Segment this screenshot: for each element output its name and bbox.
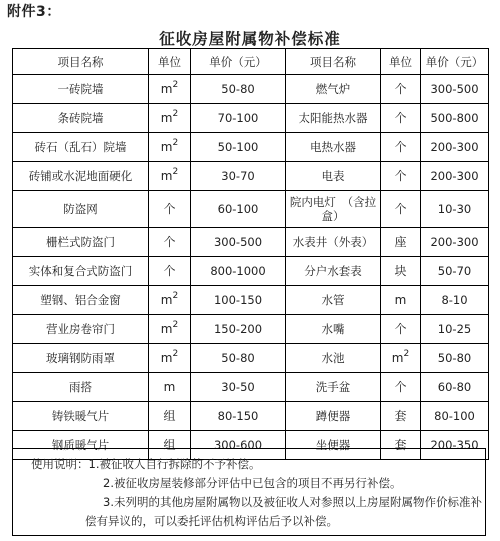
- item-name-right: 坐便器: [286, 431, 381, 460]
- item-name: 砖铺或水泥地面硬化: [13, 162, 149, 191]
- table-row: [13, 191, 489, 228]
- item-unit: [149, 286, 191, 315]
- item-price: 100-150: [191, 286, 286, 315]
- item-name-right: 院内电灯 （含拉盒）: [286, 191, 381, 228]
- item-name: 栅栏式防盗门: [13, 228, 149, 257]
- item-price: 50-80: [191, 75, 286, 104]
- unit-text: 组: [163, 409, 176, 423]
- unit-superscript: 2: [172, 138, 179, 148]
- table-row: [13, 162, 489, 191]
- note-line: 偿有异议的，可以委托评估机构评估后予以补偿。: [85, 514, 338, 528]
- item-unit-right: [381, 286, 421, 315]
- item-name-right: 水表井（外表）: [286, 228, 381, 257]
- item-unit: [149, 373, 191, 402]
- compensation-table: [12, 48, 489, 460]
- header-unit-right: 单位: [381, 49, 421, 75]
- item-price-right: 200-300: [421, 162, 489, 191]
- item-unit-right: [381, 228, 421, 257]
- unit-text: m: [160, 293, 173, 307]
- item-unit: [149, 315, 191, 344]
- item-price-right: 300-500: [421, 75, 489, 104]
- item-unit-right: [381, 104, 421, 133]
- note-line: 3.未列明的其他房屋附属物以及被征收人对参照以上房屋附属物作价标准补: [103, 495, 482, 509]
- item-name-right: 水池: [286, 344, 381, 373]
- item-price-right: 200-300: [421, 133, 489, 162]
- item-price-right: 500-800: [421, 104, 489, 133]
- unit-text: 个: [394, 380, 407, 394]
- item-unit-right: [381, 133, 421, 162]
- table-row: [13, 315, 489, 344]
- item-price: 300-600: [191, 431, 286, 460]
- item-price-right: 200-300: [421, 228, 489, 257]
- item-price: 30-50: [191, 373, 286, 402]
- item-name: 条砖院墙: [13, 104, 149, 133]
- item-price: 150-200: [191, 315, 286, 344]
- header-unit-price: 单价（元）: [191, 49, 286, 75]
- item-name-right: 水嘴: [286, 315, 381, 344]
- item-price-right: 200-350: [421, 431, 489, 460]
- item-name: 防盗网: [13, 191, 149, 228]
- unit-text: 个: [394, 140, 407, 154]
- unit-text: m: [160, 111, 173, 125]
- item-name-right: 蹲便器: [286, 402, 381, 431]
- item-name-right: 燃气炉: [286, 75, 381, 104]
- unit-superscript: 2: [172, 291, 179, 301]
- table-row: [13, 257, 489, 286]
- table-row: [13, 75, 489, 104]
- item-unit: [149, 162, 191, 191]
- table-row: [13, 228, 489, 257]
- item-unit: [149, 104, 191, 133]
- table-row: [13, 402, 489, 431]
- item-unit-right: [381, 344, 421, 373]
- unit-superscript: 2: [172, 167, 179, 177]
- header-unit: 单位: [149, 49, 191, 75]
- item-unit: [149, 344, 191, 373]
- unit-text: 块: [394, 264, 407, 278]
- item-price: 60-100: [191, 191, 286, 228]
- header-item-name: 项目名称: [13, 49, 149, 75]
- item-price-right: 10-25: [421, 315, 489, 344]
- item-price: 50-80: [191, 344, 286, 373]
- unit-text: 个: [163, 202, 176, 216]
- item-price-right: 50-80: [421, 344, 489, 373]
- table-row: [13, 373, 489, 402]
- item-name: 实体和复合式防盗门: [13, 257, 149, 286]
- item-unit-right: [381, 257, 421, 286]
- unit-text: 套: [394, 438, 407, 452]
- unit-text: m: [163, 380, 176, 394]
- unit-text: 个: [394, 82, 407, 96]
- item-unit: [149, 228, 191, 257]
- item-unit: [149, 75, 191, 104]
- item-name-right: 水管: [286, 286, 381, 315]
- item-price: 50-100: [191, 133, 286, 162]
- item-price-right: 50-70: [421, 257, 489, 286]
- item-unit: [149, 191, 191, 228]
- item-unit: [149, 133, 191, 162]
- item-price-right: 60-80: [421, 373, 489, 402]
- item-price-right: 8-10: [421, 286, 489, 315]
- item-unit: [149, 402, 191, 431]
- usage-notes: [12, 448, 486, 536]
- unit-text: m: [160, 322, 173, 336]
- unit-text: 套: [394, 409, 407, 423]
- unit-text: m: [160, 169, 173, 183]
- item-name-right: 电热水器: [286, 133, 381, 162]
- item-price-right: 10-30: [421, 191, 489, 228]
- item-name: 玻璃钢防雨罩: [13, 344, 149, 373]
- unit-superscript: 2: [403, 349, 410, 359]
- note-line: 2.被征收房屋装修部分评估中已包含的项目不再另行补偿。: [103, 476, 402, 490]
- unit-text: m: [160, 351, 173, 365]
- item-name-right: 电表: [286, 162, 381, 191]
- item-name: 钢质暖气片: [13, 431, 149, 460]
- unit-text: 个: [394, 322, 407, 336]
- unit-text: m: [160, 140, 173, 154]
- unit-text: 个: [394, 169, 407, 183]
- unit-superscript: 2: [172, 349, 179, 359]
- table-row: [13, 104, 489, 133]
- unit-text: 个: [394, 202, 407, 216]
- unit-text: m: [394, 293, 407, 307]
- table-row: [13, 133, 489, 162]
- table-row: [13, 286, 489, 315]
- unit-text: 个: [163, 235, 176, 249]
- item-price: 800-1000: [191, 257, 286, 286]
- unit-superscript: 2: [172, 80, 179, 90]
- item-name-right: 太阳能热水器: [286, 104, 381, 133]
- item-price: 70-100: [191, 104, 286, 133]
- item-price: 30-70: [191, 162, 286, 191]
- item-price: 300-500: [191, 228, 286, 257]
- unit-text: 座: [394, 235, 407, 249]
- item-unit: [149, 257, 191, 286]
- item-unit-right: [381, 75, 421, 104]
- table-header-row: [13, 49, 489, 75]
- page-title: 征收房屋附属物补偿标准: [159, 30, 341, 48]
- item-unit-right: [381, 162, 421, 191]
- item-name: 一砖院墙: [13, 75, 149, 104]
- unit-text: 个: [394, 111, 407, 125]
- unit-superscript: 2: [172, 320, 179, 330]
- item-name: 塑钢、铝合金窗: [13, 286, 149, 315]
- item-name: 砖石（乱石）院墙: [13, 133, 149, 162]
- unit-text: m: [391, 351, 404, 365]
- item-price-right: 80-100: [421, 402, 489, 431]
- unit-superscript: 2: [172, 109, 179, 119]
- item-price: 80-150: [191, 402, 286, 431]
- unit-text: 组: [163, 438, 176, 452]
- item-unit-right: [381, 402, 421, 431]
- header-unit-price-right: 单价（元）: [421, 49, 489, 75]
- item-name: 雨搭: [13, 373, 149, 402]
- item-name: 营业房卷帘门: [13, 315, 149, 344]
- item-name: 铸铁暖气片: [13, 402, 149, 431]
- item-unit-right: [381, 373, 421, 402]
- header-item-name-right: 项目名称: [286, 49, 381, 75]
- table-row: [13, 344, 489, 373]
- item-name-right: 分户水套表: [286, 257, 381, 286]
- note-line: 使用说明：1.被征收人自行拆除的不予补偿。: [31, 457, 261, 471]
- unit-text: 个: [163, 264, 176, 278]
- attachment-label: 附件3：: [7, 4, 61, 20]
- item-unit-right: [381, 191, 421, 228]
- item-name-right: 洗手盆: [286, 373, 381, 402]
- item-unit-right: [381, 315, 421, 344]
- unit-text: m: [160, 82, 173, 96]
